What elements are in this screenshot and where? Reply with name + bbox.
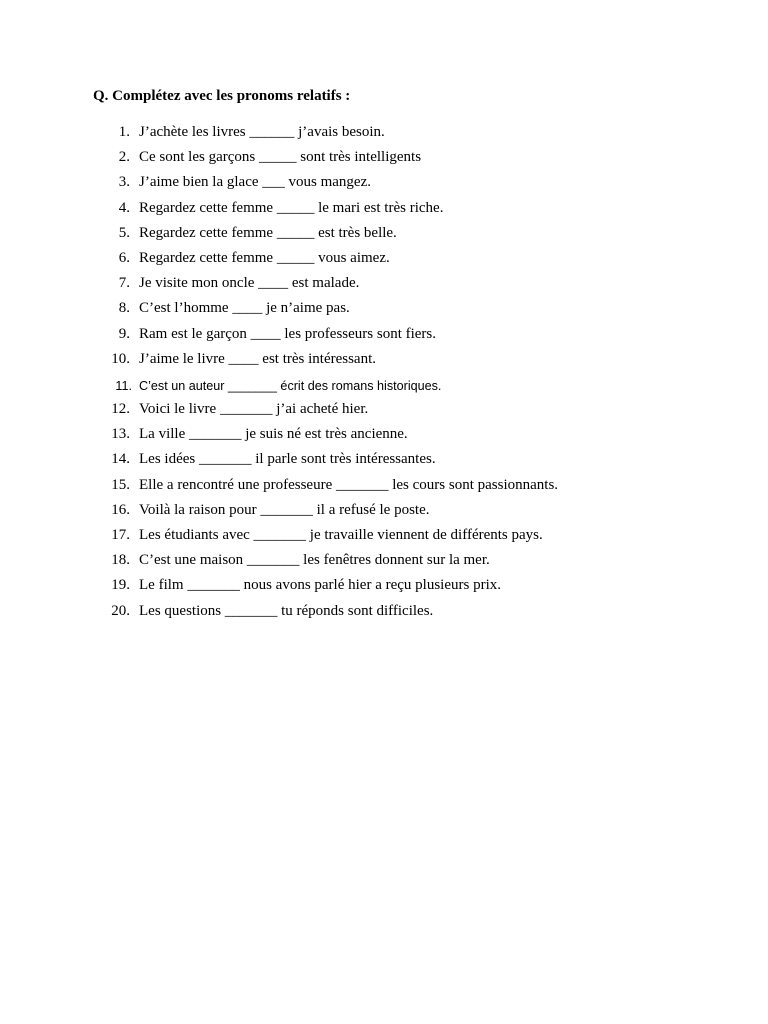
item-text: J’aime bien la glace ___ vous mangez. (139, 174, 372, 191)
item-text: J’aime le livre ____ est très intéressant. (139, 350, 377, 367)
item-number: 2. (118, 149, 130, 166)
item-number: 16. (111, 501, 130, 518)
item-number: 12. (111, 401, 130, 418)
exercise-item-14 (0, 450, 768, 475)
item-number: 9. (118, 325, 130, 342)
item-text: Voici le livre _______ j’ai acheté hier. (139, 401, 369, 418)
exercise-item-10 (0, 350, 768, 375)
item-text: Voilà la raison pour _______ il a refusé le poste. (139, 501, 430, 518)
exercise-item-7 (0, 274, 768, 299)
item-text: Regardez cette femme _____ vous aimez. (139, 249, 390, 266)
exercise-item-18 (0, 551, 768, 576)
item-number: 11. (115, 378, 132, 393)
item-number: 14. (111, 451, 130, 468)
exercise-item-3 (0, 173, 768, 198)
item-number: 7. (118, 275, 130, 292)
item-text: Ram est le garçon ____ les professeurs sont fiers. (139, 325, 437, 342)
item-number: 13. (111, 426, 130, 443)
exercise-item-5 (0, 224, 768, 249)
item-number: 8. (118, 300, 130, 317)
item-text: J’achète les livres ______ j’avais besoin. (139, 124, 385, 140)
exercise-item-11 (0, 375, 768, 400)
exercise-item-13 (0, 425, 768, 450)
item-text: C’est l’homme ____ je n’aime pas. (139, 300, 350, 317)
item-text: C’est une maison _______ les fenêtres donnent sur la mer. (139, 552, 490, 569)
item-number: 5. (118, 224, 130, 241)
item-text: Regardez cette femme _____ le mari est très riche. (139, 199, 444, 216)
item-text: La ville _______ je suis né est très ancienne. (139, 426, 408, 443)
exercise-item-2 (0, 148, 768, 173)
exercise-item-1 (0, 123, 768, 148)
exercise-item-9 (0, 325, 768, 350)
question-heading: Q. Complétez avec les pronoms relatifs : (93, 88, 351, 104)
exercise-item-12 (0, 400, 768, 425)
exercise-item-16 (0, 501, 768, 526)
item-text: Regardez cette femme _____ est très belle. (139, 224, 397, 241)
item-number: 20. (111, 602, 130, 619)
item-number: 18. (111, 552, 130, 569)
exercise-item-19 (0, 576, 768, 601)
exercise-item-6 (0, 249, 768, 274)
item-text: Les idées _______ il parle sont très intéressantes. (139, 451, 436, 468)
item-number: 6. (118, 249, 130, 266)
item-number: 17. (111, 527, 130, 543)
item-number: 4. (118, 199, 130, 216)
item-text: Elle a rencontré une professeure _______ les cours sont passionnants. (139, 476, 559, 493)
item-number: 3. (118, 174, 130, 191)
exercise-item-15 (0, 476, 768, 501)
exercise-item-4 (0, 199, 768, 224)
item-number: 10. (111, 350, 130, 367)
exercise-item-17 (0, 526, 768, 551)
item-text: Ce sont les garçons _____ sont très intelligents (139, 149, 422, 166)
exercise-item-20 (0, 602, 768, 627)
item-text: Les étudiants avec _______ je travaille viennent de différents pays. (139, 527, 543, 543)
item-number: 19. (111, 577, 130, 594)
item-text: C’est un auteur _______ écrit des romans historiques. (139, 378, 442, 393)
item-number: 15. (111, 476, 130, 493)
item-text: Le film _______ nous avons parlé hier a reçu plusieurs prix. (139, 577, 501, 594)
exercise-item-8 (0, 299, 768, 324)
item-text: Je visite mon oncle ____ est malade. (139, 275, 360, 292)
item-text: Les questions _______ tu réponds sont difficiles. (139, 602, 434, 619)
exercise-list (0, 123, 768, 627)
item-number: 1. (118, 124, 130, 140)
